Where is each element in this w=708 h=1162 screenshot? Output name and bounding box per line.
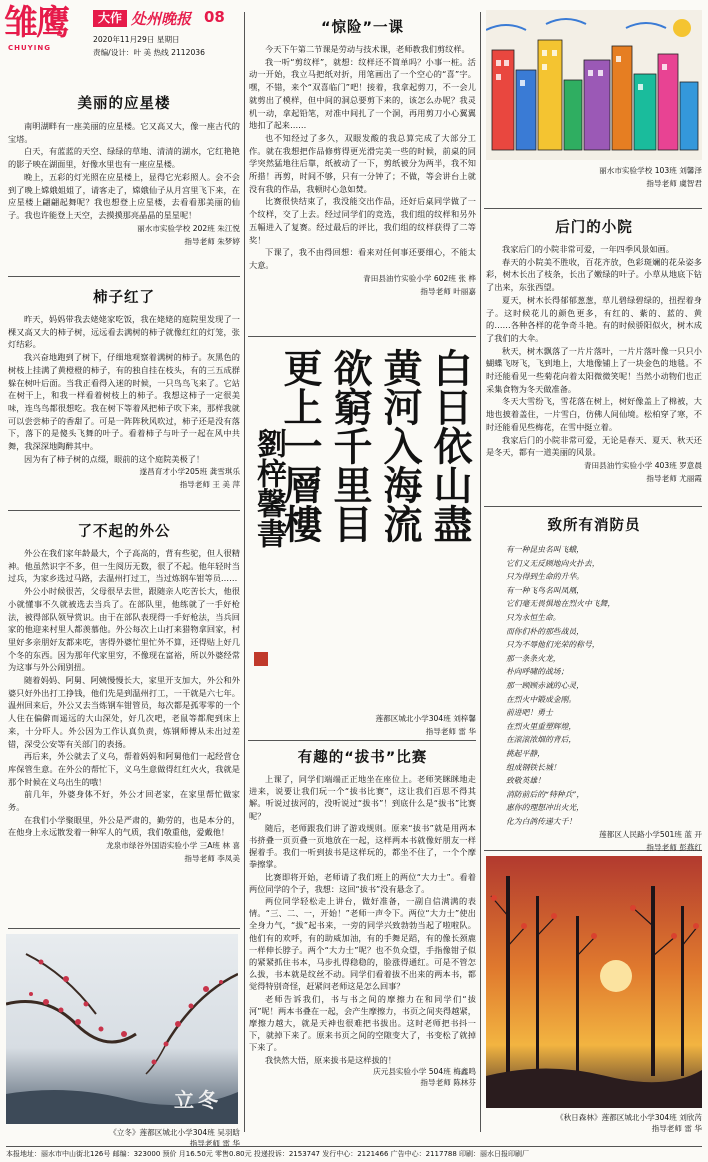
column-rule xyxy=(480,12,481,1132)
paragraph: 我兴奋地跑到了树下，仔细地观察着满树的柿子。灰黑色的树枝上挂满了黄橙橙的柿子，有的独自挂在枝头，有的三五成群躲在树叶后面。当我正看得入迷的时候，一只鸟鸟飞来了。它站在树干上，和我一样看着树枝上的柿子。我想这柿子一定很美味，连鸟鸟都很想吃。我在树下等着风把柿子吹下来，那样我就可以尝尝柿子的香甜了。可是一阵阵秋风吹过，柿子还是没有落下，落下的是傻头飞舞的叶子。看着柿子与叶子一起在风中共舞，我深深地陶醉其中。 xyxy=(8,352,240,452)
paragraph: 白天，有蓝蓝的天空、绿绿的草地、清清的湖水，它红艳艳的影子映在湖面里，好像水里也有一座应星楼。 xyxy=(8,146,240,170)
brand-logo: 雏鹰 xyxy=(4,3,68,43)
paragraph: 我一听“剪纹样”，就想：纹样还不简单吗？小事一桩。活动一开始，我立马把纸对折，用笔画出了一个空心的“喜”字。嘿，不错，来个“双喜临门”吧！接着，我拿起剪刀，不一会儿就剪出了模样，但中间的洞总要剪下来的，该怎么办呢？我灵机一动，拿起铅笔，对准中间扎了一个洞，再用剪刀小心翼翼地扣了起来…… xyxy=(249,56,476,131)
paragraph: 上课了，同学们端端正正地坐在座位上。老师笑眯眯地走进来，说要让我们玩一个“拔书比赛”，这让我们百思不得其解。听说过拔河的，没听说过“拔书”！到底什么是“拔书”比赛呢？ xyxy=(249,774,476,821)
section-rule xyxy=(8,928,240,929)
paragraph: 外公在我们家年龄最大，个子高高的，背有些驼，但人很精神。他虽然识字不多，但一生阅历无数，很了不起。他年轻时当过兵，为家乡选过马路，去温州打过工，当过炼钢车钳等员…… xyxy=(8,548,240,584)
poem-line: 有一种昆虫名叫飞蛾， xyxy=(506,545,584,554)
poem-line: 它们毫无畏惧地在烈火中飞舞， xyxy=(506,599,616,609)
poem-line: 致敬英雄！ xyxy=(506,776,545,786)
paragraph: 冬天大雪纷飞，雪花落在树上，树好像盖上了棉被，大地也披着盖住，一片雪白，仿佛人间仙境。松柏穿了寒，不时还能看见些梅花，在雪中挺立着。 xyxy=(486,396,702,432)
section-rule xyxy=(484,506,702,507)
article-yard xyxy=(486,216,702,485)
article-persimmon xyxy=(8,286,240,491)
section-rule xyxy=(484,208,702,209)
calligraphy-column: 黄河入海流 xyxy=(377,348,423,543)
paragraph: 随着妈妈、阿舅、阿姨慢慢长大，家里开支加大，外公和外婆只好外出打工挣钱，他们先是到温州打工，一干就是六七年。温州回来后，外公又去当炼钢车钳管员，每次都是孤零零的一个人住在偏僻而遥远的大山深处，好几次吧，老鼠等都爬到床上来，十分吓人。外公因为工作认真负责，炼钢师傅从未出过差错，深受公安等有关部门的表扬。 xyxy=(8,675,240,749)
poem-line: 而你们朴的那些战员， xyxy=(506,626,584,636)
calligraphy-artwork xyxy=(252,340,474,706)
calligraphy-column: 欲窮千里目 xyxy=(327,348,373,543)
poem-line: 只为不辱他们光荣的称号， xyxy=(506,640,600,650)
colorful-city-drawing xyxy=(486,10,702,160)
poem-lines xyxy=(486,543,702,828)
article-fire xyxy=(486,514,702,854)
paragraph: 也不知经过了多久，双眼发酸的我总算完成了大部分工作。就在我想把作品修剪得更光滑完美一些的时候，前桌的同学突然猛地往后靠，纸被动了一下，剪纸被分为两半，我不知所措！再剪，时间不够，只有一分钟了；不做，等会讲台上就没有我的作品，我顿时心急如焚。 xyxy=(249,132,476,194)
paper-name: 处州晚报 xyxy=(131,10,192,28)
brand-pinyin: CHUYING xyxy=(8,44,51,52)
poem-line: 在烈火里重塑辉煌， xyxy=(506,721,577,731)
autumn-caption xyxy=(486,1112,702,1134)
paragraph: 比赛很快结束了，我没能交出作品，还好后桌同学做了一个纹样，交了上去。经过同学们的竞选，我们组的纹样和另外五幅进入了复赛。经过最后的评比，我们组的纹样获得了二等奖！ xyxy=(249,196,476,245)
author-line: 遂昌育才小学205班 龚雪琪乐 xyxy=(139,467,240,477)
paragraph: 我家后门的小院非常可爱，无论是春天、夏天、秋天还是冬天，都有一道美丽的风景。 xyxy=(486,434,702,458)
poem-line: 有一种飞鸟名叫凤凰， xyxy=(506,585,584,595)
caption-teacher: 指导老师 雷 华 xyxy=(425,727,476,736)
poem-line: 消防前后的“特种兵”， xyxy=(506,789,585,799)
poem-line: 挑起平静， xyxy=(506,748,545,758)
teacher-line: 指导老师 王 美 萍 xyxy=(179,480,240,490)
teacher-line: 指导老师 叶丽嘉 xyxy=(420,286,476,296)
editor-line: 责编/设计：叶 美 热线 2112036 xyxy=(93,48,205,57)
teacher-line: 指导老师 李凤美 xyxy=(184,854,240,864)
article-title: 有趣的“拔书”比赛 xyxy=(297,750,428,766)
city-caption xyxy=(486,164,702,190)
winter-painting xyxy=(6,934,238,1124)
autumn-painting xyxy=(486,856,702,1108)
column-rule xyxy=(244,12,245,1132)
poem-line: 那一顾顾赤诚的心灵， xyxy=(506,680,584,690)
section-rule xyxy=(248,336,476,337)
caption-author: 《立冬》莲都区城北小学304班 吴羽晗 xyxy=(109,1128,240,1137)
paragraph: 再后来，外公就去了义乌，帮着妈妈和阿舅他们一起经营仓库保管生意。在外公的帮忙下，义乌生意做得红红火火，我就是那个时候在义乌出生的哦！ xyxy=(8,751,240,787)
article-lesson xyxy=(249,16,476,298)
caption-author: 《秋日森林》莲都区城北小学304班 刘欣芮 xyxy=(556,1113,702,1122)
teacher-line: 指导老师 尤丽霞 xyxy=(646,473,702,483)
paragraph: 随后，老师跟我们讲了游戏规则。原来“拔书”就是用两本书挤叠一页页叠一页地放在一起，这样两本书就像好朋友一样握着手。我们一听到拔书是这样玩的，都坐不住了，一个个摩拳擦掌。 xyxy=(249,822,476,870)
paragraph: 春天的小院美不胜收，百花齐放，色彩斑斓的花朵姿多彩，树木长出了枝条，长出了嫩绿的叶子。小草从地底下钻了出来，东张西望。 xyxy=(486,256,702,293)
article-tug xyxy=(249,746,476,1088)
poem-line: 前进吧！勇士 xyxy=(506,708,553,718)
paragraph: 晚上，五彩的灯光照在应星楼上，显得它光彩照人。会不会到了晚上嫦娥姐姐了，请客走了，嫦娥仙子从月宫里飞下来，在应星楼上翩翩起舞呢？我也想登上应星楼，去看看那美丽的仙子。我也许能登上天空，去摸摸那亮晶晶的星星呢！ xyxy=(8,171,240,220)
calligraphy-signature-text: 劉梓馨書 xyxy=(251,428,286,548)
section-rule xyxy=(248,740,476,741)
autumn-forest-drawing xyxy=(486,856,702,1108)
paragraph: 南明湖畔有一座美丽的应星楼。它又高又大，像一座古代的宝塔。 xyxy=(8,121,240,144)
section-rule xyxy=(8,276,240,277)
poem-line: 在滚滚浓烟的背后， xyxy=(506,735,577,745)
paragraph: 两位同学轻松走上讲台，做好准备，一副自信满满的表情。“三、二、一，开始！”老师一声令下。两位“大力士”使出全身力气，“拔”起书来，一旁的同学兴致勃勃当起了啦啦队。他们有的欢呼，有的助威加油，有的手舞足蹈，有的像长颈鹿一样伸长脖子。两个“大力士”呢？也不负众望，手指像钳子似的紧紧抓住书本，马步扎得稳稳的，脸涨得通红。可是不管怎么拔，书本就是纹丝不动。同学们看着拔不出来的两本书，都觉得特别奇怪，赶紧问老师这是怎么回事？ xyxy=(249,896,476,992)
article-grandpa xyxy=(8,520,240,865)
poem-line: 它们义无反顾地向火扑去， xyxy=(506,558,600,568)
footer-rule xyxy=(6,1146,702,1147)
issue-date: 2020年11月29日 星期日 xyxy=(93,35,180,44)
paragraph: 下课了，我不由得回想：看来对任何事还要细心，不能太大意。 xyxy=(249,247,476,270)
calligraphy-column: 更上一層樓 xyxy=(277,348,323,543)
article-title: 美丽的应星楼 xyxy=(77,96,171,112)
paragraph: 在我们小学聚眼里，外公是严肃的，勤劳的，也是本分的，在他身上永远散发着一种军人的气质，我们敬重他，爱戴他！ xyxy=(8,814,240,838)
paragraph: 夏天，树木长得郁郁葱葱，草儿碧绿碧绿的，扭捏着身子。这时候花儿的颜色更多，有红的、紫的、蓝的、黄的……各种各样的花争奇斗艳。有的时候骄阳似火，树木成了我们的大伞。 xyxy=(486,294,702,343)
poem-line: 在烈火中锻成金刚。 xyxy=(506,694,577,704)
article-title: 了不起的外公 xyxy=(77,524,171,540)
city-painting xyxy=(486,10,702,160)
caption-teacher: 指导老师 雷 华 xyxy=(189,1139,240,1148)
author-line: 莲都区人民路小学501班 蓝 开 xyxy=(599,830,702,840)
footer-info: 本报地址：丽水市中山街北126号 邮编：323000 预价 月16.50元 零售0.80元 投递投诉：2153747 发行中心：2121466 广告中心：2117788 印刷：丽水日报印刷厂 xyxy=(6,1150,530,1158)
author-line: 庆元县实验小学 504班 梅鑫鸣 xyxy=(373,1066,476,1076)
poem-line: 只为得到生命的升华。 xyxy=(506,572,584,582)
caption-author: 丽水市实验学校 103班 刘馨泽 xyxy=(599,166,702,175)
poem-line: 只为永恒生命。 xyxy=(506,612,561,622)
paragraph: 我快然大悟，原来拔书是这样拔的！ xyxy=(265,1054,397,1065)
author-line: 青田县油竹实验小学 602班 张 桦 xyxy=(363,273,476,283)
article-title: “惊险”一课 xyxy=(320,20,405,36)
caption-teacher: 指导老师 雷 华 xyxy=(651,1124,702,1133)
poem-line: 惠你的理想冲出火光， xyxy=(506,803,584,813)
poem-line: 那一条条火龙， xyxy=(506,653,561,663)
teacher-line: 指导老师 朱梦婷 xyxy=(184,236,240,246)
poem-line: 化为白鸽传递大千！ xyxy=(506,816,577,826)
section-rule xyxy=(8,510,240,511)
author-line: 龙泉市绿谷外国语实验小学 三A班 林 喜 xyxy=(106,841,240,851)
section-badge: 大作 xyxy=(93,10,127,27)
paragraph: 秋天，树木飘落了一片片落叶，一片片落叶像一只只小蝴蝶飞呀飞，飞到地上，大地像铺上了一块金色的地毯。不时还能看见一些菊花向着太阳微微笑呢！当然小动物们也正采集食物为冬天做准备。 xyxy=(486,345,702,394)
painting-stamp: 立冬 xyxy=(174,1088,222,1112)
calligraphy-signature xyxy=(246,428,290,552)
seal-stamp xyxy=(254,652,268,666)
paragraph: 外公小时候很苦，父母很早去世，跟随亲人吃苦长大，他很小就懂事不久就被选去当兵了。在部队里，他练就了一手好枪法，被得部队领导赏识。由于在部队表现得一手好枪法，当兵回家的他迎来村里人都羡慕他。外公每次上山打来猎物拿回家，村里好多亲朋好友都来吃，害得外婆忙里忙外不算，还得贴上好几个冬的东西。因为那年代家里穷，不像现在富裕，所以外婆经常为这事与外公闹别扭。 xyxy=(8,586,240,673)
page-number: 08 xyxy=(204,8,225,26)
calligraphy-caption xyxy=(249,712,476,738)
article-title: 致所有消防员 xyxy=(547,518,641,534)
author-line: 青田县油竹实验小学 403班 罗意晨 xyxy=(583,460,702,470)
paragraph: 昨天，妈妈带我去姥姥家吃饭，我在姥姥的庭院里发现了一棵又高又大的柿子树，远远看去满树的柿子就像红红的灯笼，张灯结彩。 xyxy=(8,314,240,350)
teacher-line: 指导老师 陈林芬 xyxy=(420,1077,476,1087)
paragraph: 老师告诉我们，书与书之间的摩擦力在和同学们“拔河”呢！两本书叠在一起，会产生摩擦力，书页之间夹得越紧，摩擦力越大，就是天神也很难把书拔出。这时老师把书抖一下，就掉下来了。原来书页之间的空隙变大了，书变松了就掉下来了。 xyxy=(249,993,476,1053)
paragraph: 因为有了柿子树的点缀，眼前的这个庭院美极了！ xyxy=(24,453,205,464)
poem-line: 朴向呼啸的战场； xyxy=(506,667,569,677)
caption-author: 莲都区城北小学304班 刘梓馨 xyxy=(375,714,476,723)
paragraph: 我家后门的小院非常可爱，一年四季风景如画。 xyxy=(502,244,674,254)
poem-line: 组成钢铁长城！ xyxy=(506,762,561,772)
calligraphy-column: 白日依山盡 xyxy=(427,348,473,543)
author-line: 丽水市实验学校 202班 朱江悦 xyxy=(137,223,240,233)
teacher-line: 指导老师 彭燕红 xyxy=(646,843,702,853)
article-title: 柿子红了 xyxy=(93,290,155,306)
article-building xyxy=(8,92,240,248)
paragraph: 今天下午第二节课是劳动与技术课，老师教我们剪纹样。 xyxy=(265,44,470,54)
paragraph: 比赛即将开始，老师请了我们班上的两位“大力士”。看着两位同学的个子，我想：这回“拔书”没有悬念了。 xyxy=(249,871,476,894)
paragraph: 前几年，外婆身体不好，外公才回老家，在家里帮忙做家务。 xyxy=(8,789,240,813)
article-title: 后门的小院 xyxy=(555,220,633,236)
caption-teacher: 指导老师 虞智君 xyxy=(646,179,702,188)
